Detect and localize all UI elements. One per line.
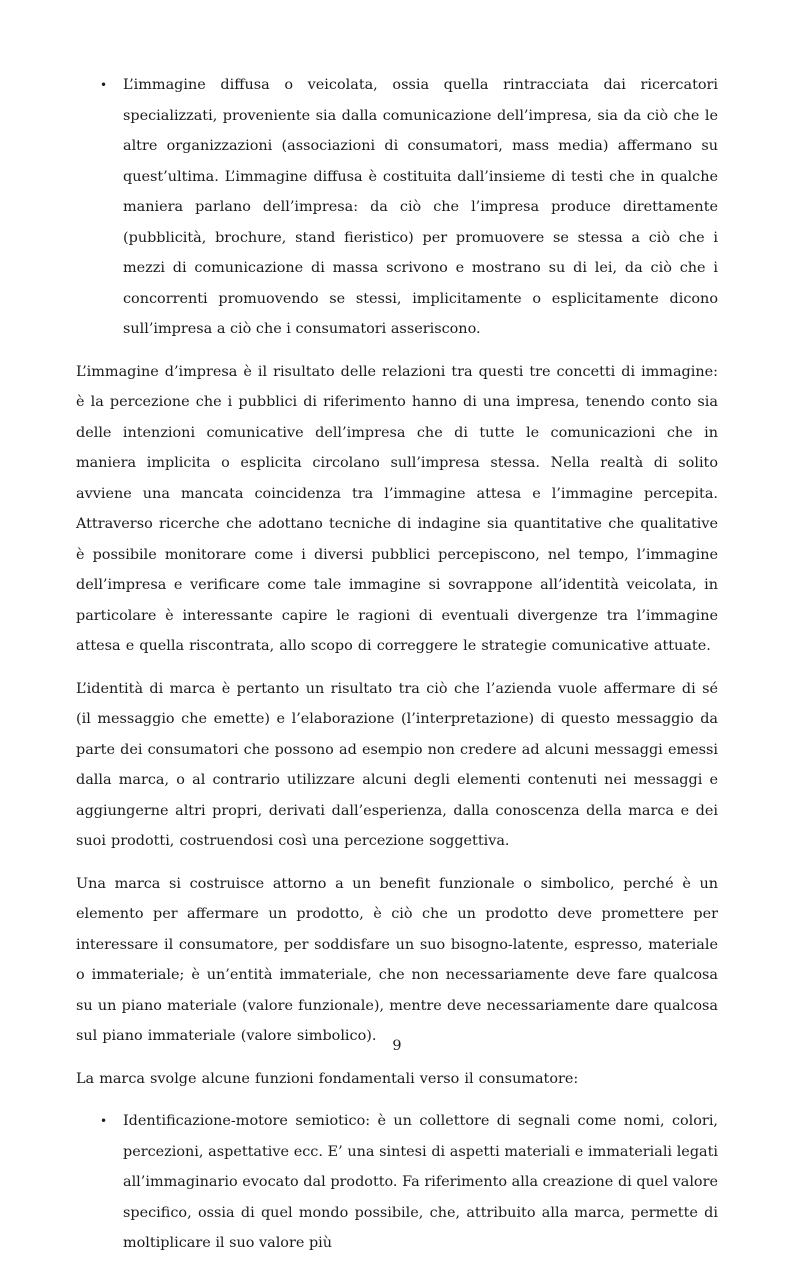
bullet-list-bottom [76,1106,718,1259]
paragraph-benefit: Una marca si costruisce attorno a un benefit funzionale o simbolico, perché è un elemento per affermare un prodotto, è ciò che un prodotto deve promettere per interessare il consumatore, per soddisfare un suo bisogno-latente, espresso, materiale o immateriale; è un’entità immateriale, che non necessariamente deve fare qualcosa su un piano materiale (valore funzionale), mentre deve necessariamente dare qualcosa sul piano immateriale (valore simbolico). [76,875,718,1044]
list-item-text: L’immagine diffusa o veicolata, ossia quella rintracciata dai ricercatori specializzati, proveniente sia dalla comunicazione dell’impresa, sia da ciò che le altre organizzazioni (associazioni di consumatori, mass media) affermano su quest’ultima. L’immagine diffusa è costituita dall’insieme di testi che in qualche maniera parlano dell’impresa: da ciò che l’impresa produce direttamente (pubblicità, brochure, stand fieristico) per promuovere se stessa a ciò che i mezzi di comunicazione di massa scrivono e mostrano su di lei, da ciò che i concorrenti promuovendo se stessi, implicitamente o esplicitamente dicono sull’impresa a ciò che i consumatori asseriscono. [123,77,718,337]
bullet-icon: • [100,1114,108,1128]
list-item [76,1106,718,1259]
page-number: 9 [392,1038,402,1054]
paragraph-identita-marca: L’identità di marca è pertanto un risultato tra ciò che l’azienda vuole affermare di sé (il messaggio che emette) e l’elaborazione (l’interpretazione) di questo messaggio da parte dei consumatori che possono ad esempio non credere ad alcuni messaggi emessi dalla marca, o al contrario utilizzare alcuni degli elementi contenuti nei messaggi e aggiungerne altri propri, derivati dall’esperienza, dalla conoscenza della marca e dei suoi prodotti, costruendosi così una percezione soggettiva. [76,680,718,849]
bullet-icon: • [100,78,108,92]
bullet-list-top [76,70,718,345]
list-item-text: Identificazione-motore semiotico: è un collettore di segnali come nomi, colori, percezioni, aspettative ecc. E’ una sintesi di aspetti materiali e immateriali legati all’immaginario evocato dal prodotto. Fa riferimento alla creazione di quel valore specifico, ossia di quel mondo possibile, che, attribuito alla marca, permette di moltiplicare il suo valore più [123,1113,718,1251]
paragraph-funzioni-intro: La marca svolge alcune funzioni fondamentali verso il consumatore: [76,1070,579,1087]
list-item [76,70,718,345]
document-page [76,70,718,1271]
paragraph-immagine-impresa: L’immagine d’impresa è il risultato delle relazioni tra questi tre concetti di immagine: è la percezione che i pubblici di riferimento hanno di una impresa, tenendo conto sia delle intenzioni comunicative dell’impresa che di tutte le comunicazioni che in maniera implicita o esplicita circolano sull’impresa stessa. Nella realtà di solito avviene una mancata coincidenza tra l’immagine attesa e l’immagine percepita. Attraverso ricerche che adottano tecniche di indagine sia quantitative che qualitative è possibile monitorare come i diversi pubblici percepiscono, nel tempo, l’immagine dell’impresa e verificare come tale immagine si sovrappone all’identità veicolata, in particolare è interessante capire le ragioni di eventuali divergenze tra l’immagine attesa e quella riscontrata, allo scopo di correggere le strategie comunicative attuate. [76,363,718,654]
